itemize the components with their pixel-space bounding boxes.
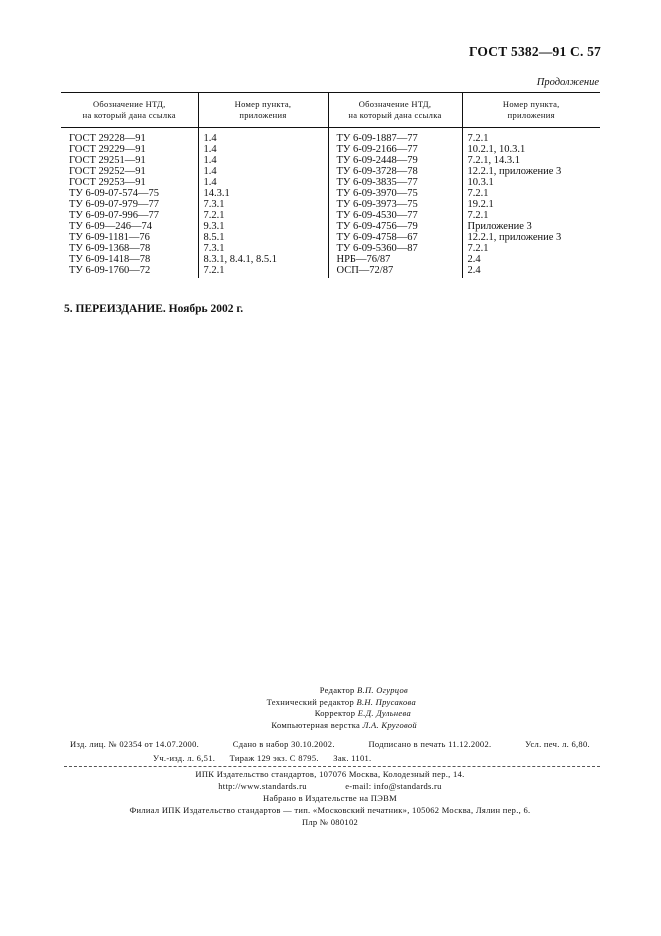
header-item-col-2 — [462, 93, 600, 128]
ntd-designation-cell: ТУ 6-09-3835—77 — [328, 177, 462, 188]
ntd-designation-cell: ТУ 6-09-4756—79 — [328, 221, 462, 232]
item-number-cell: 1.4 — [198, 155, 328, 166]
table-body — [61, 128, 600, 279]
item-number-cell: 7.2.1 — [467, 188, 489, 199]
ntd-designation-cell: ТУ 6-09-4530—77 — [328, 210, 462, 221]
ntd-designation-cell: ТУ 6-09-5360—87 — [328, 243, 462, 254]
page-header: ГОСТ 5382—91 С. 57 — [468, 44, 601, 59]
table-row — [61, 166, 600, 177]
ntd-designation-cell: ГОСТ 29251—91 — [61, 155, 198, 166]
table-row — [61, 144, 600, 155]
publisher-contacts — [70, 780, 590, 792]
credit-name: В.Н. Прусакова — [356, 696, 416, 707]
printing-license: Плр № 080102 — [301, 817, 359, 827]
header-line: на который дана ссылка — [348, 110, 442, 120]
print-sign-date: Подписано в печать 11.12.2002. — [368, 739, 492, 749]
credit-role: Компьютерная верстка — [271, 719, 361, 730]
ntd-designation-cell: ТУ 6-09-07-979—77 — [61, 199, 198, 210]
header-doc-col-2 — [328, 93, 462, 128]
header-line: приложения — [239, 110, 287, 120]
item-number-cell: 2.4 — [467, 265, 481, 276]
ntd-designation-cell: НРБ—76/87 — [328, 254, 462, 265]
print-info-line-1 — [70, 738, 590, 752]
table-row — [61, 243, 600, 254]
ntd-designation-cell: ТУ 6-09-1418—78 — [61, 254, 198, 265]
item-number-cell: 1.4 — [198, 133, 328, 144]
print-sheets: Усл. печ. л. 6,80. — [525, 739, 590, 749]
item-number-cell: 12.2.1, приложение 3 — [467, 232, 562, 243]
item-number-cell: 7.3.1 — [198, 243, 328, 254]
item-number-cell: 14.3.1 — [198, 188, 328, 199]
ntd-designation-cell: ТУ 6-09-1181—76 — [61, 232, 198, 243]
table-row — [61, 232, 600, 243]
item-number-cell: 9.3.1 — [198, 221, 328, 232]
website-link[interactable]: http://www.standards.ru — [218, 781, 307, 791]
ntd-designation-cell: ГОСТ 29229—91 — [61, 144, 198, 155]
table-row — [61, 254, 600, 265]
credit-layout — [271, 720, 417, 732]
item-number-cell: 10.3.1 — [467, 177, 494, 188]
table-header-row — [61, 93, 600, 128]
publisher-sheets: Уч.-изд. л. 6,51. — [153, 752, 216, 763]
ntd-designation-cell: ТУ 6-09-2448—79 — [328, 155, 462, 166]
print-info-line-2 — [70, 752, 590, 766]
table-row — [61, 221, 600, 232]
table-row — [61, 177, 600, 188]
item-number-cell: 1.4 — [198, 166, 328, 177]
item-number-cell: 7.2.1 — [467, 210, 489, 221]
publisher-address: ИПК Издательство стандартов, 107076 Москва, Колодезный пер., 14. — [195, 769, 465, 779]
table-row — [61, 199, 600, 210]
dashed-divider — [64, 766, 600, 767]
header-item-col-1 — [198, 93, 328, 128]
item-number-cell: 1.4 — [198, 177, 328, 188]
order-number: Зак. 1101. — [333, 752, 372, 763]
item-number-cell: Приложение 3 — [467, 221, 532, 232]
item-number-cell: 10.2.1, 10.3.1 — [467, 144, 526, 155]
table-row — [61, 210, 600, 221]
header-line: на который дана ссылка — [82, 110, 176, 120]
ntd-designation-cell: ТУ 6-09-1368—78 — [61, 243, 198, 254]
item-number-cell: 8.5.1 — [198, 232, 328, 243]
item-number-cell: 1.4 — [198, 144, 328, 155]
item-number-cell: 8.3.1, 8.4.1, 8.5.1 — [198, 254, 328, 265]
ntd-designation-cell: ТУ 6-09-1760—72 — [61, 265, 198, 278]
credit-name: Л.А. Круговой — [362, 719, 417, 730]
credit-editor — [320, 685, 408, 697]
credit-proofreader — [315, 708, 411, 720]
credit-role: Корректор — [314, 708, 356, 719]
ntd-designation-cell: ТУ 6-09-4758—67 — [328, 232, 462, 243]
header-line: Обозначение НТД, — [358, 99, 432, 109]
item-number-cell: 7.2.1 — [467, 243, 489, 254]
ntd-designation-cell: ТУ 6-09-07-996—77 — [61, 210, 198, 221]
item-number-cell: 19.2.1 — [467, 199, 494, 210]
header-line: Номер пункта, — [502, 99, 560, 109]
credit-name: Е.Д. Дульнева — [357, 708, 411, 719]
ntd-designation-cell: ТУ 6-09—246—74 — [61, 221, 198, 232]
printing-branch: Филиал ИПК Издательство стандартов — тип. «Московский печатник», 105062 Москва, Лялин пер., 6. — [129, 805, 531, 815]
table-row — [61, 265, 600, 278]
ntd-designation-cell: ТУ 6-09-3728—78 — [328, 166, 462, 177]
circulation: Тираж 129 экз. С 8795. — [229, 752, 319, 763]
item-number-cell: 7.2.1 — [198, 265, 328, 278]
ntd-designation-cell: ТУ 6-09-3970—75 — [328, 188, 462, 199]
header-line: приложения — [507, 110, 555, 120]
item-number-cell: 7.2.1 — [467, 133, 489, 144]
ntd-designation-cell: ТУ 6-09-2166—77 — [328, 144, 462, 155]
credit-name: В.П. Огурцов — [357, 685, 408, 695]
reissue-note: 5. ПЕРЕИЗДАНИЕ. Ноябрь 2002 г. — [64, 303, 244, 315]
credit-role: Технический редактор — [266, 696, 355, 707]
continuation-label: Продолжение — [536, 77, 599, 88]
item-number-cell: 7.2.1, 14.3.1 — [467, 155, 520, 166]
item-number-cell: 7.2.1 — [198, 210, 328, 221]
ntd-designation-cell: ГОСТ 29252—91 — [61, 166, 198, 177]
license-info: Изд. лиц. № 02354 от 14.07.2000. — [70, 739, 200, 749]
credit-tech-editor — [267, 697, 416, 709]
item-number-cell: 2.4 — [467, 254, 481, 265]
print-info — [70, 738, 590, 765]
email-link[interactable]: e-mail: info@standards.ru — [345, 781, 442, 791]
credit-role: Редактор — [319, 685, 355, 695]
table-row — [61, 155, 600, 166]
reference-table — [61, 92, 600, 278]
item-number-cell: 7.3.1 — [198, 199, 328, 210]
header-line: Номер пункта, — [234, 99, 292, 109]
ntd-designation-cell: ОСП—72/87 — [328, 265, 462, 278]
table-row — [61, 133, 600, 144]
item-number-cell: 12.2.1, приложение 3 — [467, 166, 562, 177]
header-doc-col-1 — [61, 93, 198, 128]
ntd-designation-cell: ГОСТ 29253—91 — [61, 177, 198, 188]
ntd-designation-cell: ТУ 6-09-07-574—75 — [61, 188, 198, 199]
ntd-designation-cell: ТУ 6-09-1887—77 — [328, 133, 462, 144]
typeset-date: Сдано в набор 30.10.2002. — [232, 739, 335, 749]
ntd-designation-cell: ТУ 6-09-3973—75 — [328, 199, 462, 210]
table-row — [61, 188, 600, 199]
typeset-note: Набрано в Издательстве на ПЭВМ — [263, 793, 397, 803]
publisher-block — [70, 768, 590, 828]
ntd-designation-cell: ГОСТ 29228—91 — [61, 133, 198, 144]
header-line: Обозначение НТД, — [92, 99, 166, 109]
